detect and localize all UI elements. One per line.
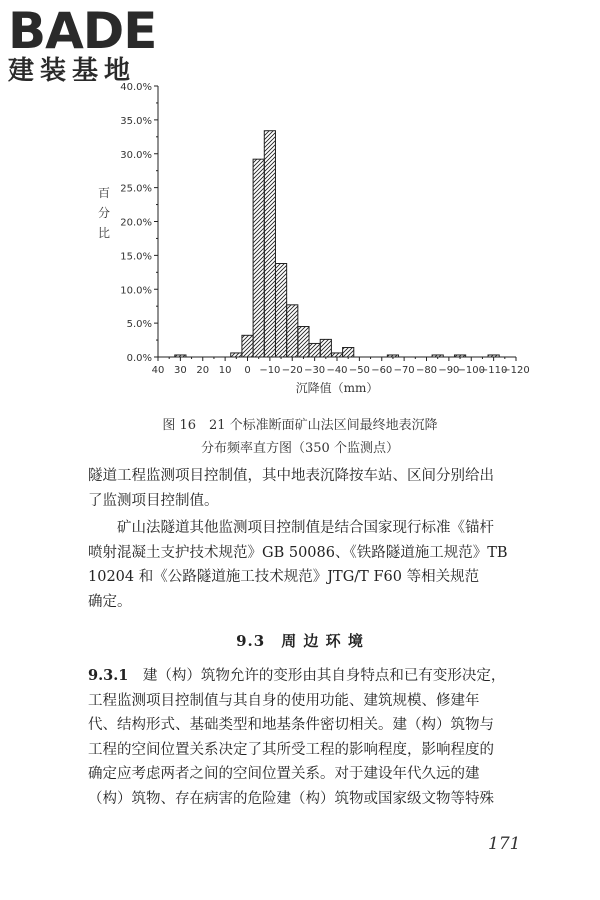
text-line: 隧道工程监测项目控制值，其中地表沉降按车站、区间分别给出 [88, 468, 494, 484]
x-tick-label: 20 [196, 365, 210, 376]
x-tick-label: −120 [502, 365, 530, 376]
page-number: 171 [488, 834, 521, 854]
x-tick-label: −20 [281, 365, 303, 376]
text-line: 确定应考虑两者之间的空间位置关系。对于建设年代久远的建 [88, 766, 480, 782]
clause-number: 9.3.1 [88, 667, 129, 684]
x-tick-label: −90 [438, 365, 460, 376]
histogram-bar [264, 131, 275, 357]
figure-caption-line-2: 分布频率直方图（350 个监测点） [201, 441, 399, 456]
histogram-bar [253, 159, 264, 357]
clause-text: 建（构）筑物允许的变形由其自身特点和已有变形决定， [128, 668, 506, 684]
y-tick-label: 5.0% [126, 319, 152, 331]
x-tick-label: −50 [348, 365, 370, 376]
y-tick-label: 25.0% [120, 183, 152, 195]
y-tick-label: 20.0% [120, 217, 152, 229]
x-tick-label: 10 [218, 365, 232, 376]
x-tick-label: −60 [371, 365, 393, 376]
histogram-bar [331, 353, 342, 357]
histogram-bar [287, 305, 298, 357]
text-line: 工程监测项目控制值与其自身的使用功能、建筑规模、修建年 [88, 692, 480, 709]
y-tick-label: 10.0% [120, 285, 152, 297]
figure-caption-line-1: 图 16 21 个标准断面矿山法区间最终地表沉降 [162, 418, 438, 433]
text-line: 代、结构形式、基础类型和地基条件密切相关。建（构）筑物与 [88, 717, 494, 733]
histogram-bar [275, 264, 286, 357]
x-tick-label: −30 [304, 365, 326, 376]
x-tick-label: −70 [393, 365, 415, 376]
y-tick-label: 35.0% [120, 115, 152, 127]
x-axis-label: 沉降值（mm） [295, 381, 379, 395]
text-line: 工程的空间位置关系决定了其所受工程的影响程度，影响程度的 [88, 741, 494, 758]
y-tick-label: 40.0% [120, 82, 152, 93]
section-heading: 9.3 周 边 环 境 [236, 632, 364, 650]
logo-wordmark: BADE [8, 2, 157, 60]
y-tick-label: 15.0% [120, 251, 152, 263]
text-line: 矿山法隧道其他监测项目控制值是结合国家现行标准《锚杆 [88, 520, 494, 536]
text-line: （构）筑物、存在病害的危险建（构）筑物或国家级文物等特殊 [88, 790, 494, 807]
x-tick-label: −40 [326, 365, 348, 376]
histogram-chart [0, 0, 600, 410]
text-line [88, 664, 543, 689]
histogram-bar [231, 353, 242, 357]
text-line: 确定。 [88, 593, 132, 610]
paragraph-2 [88, 516, 543, 614]
histogram-bar [242, 335, 253, 357]
paragraph-1 [88, 464, 543, 513]
x-tick-label: −10 [259, 365, 281, 376]
x-tick-label: −80 [415, 365, 438, 376]
logo-subtitle: 建装基地 [8, 56, 137, 86]
histogram-bar [298, 327, 309, 357]
y-tick-label: 30.0% [120, 149, 152, 161]
text-line: 10204 和《公路隧道施工技术规范》JTG/T F60 等相关规范 [88, 569, 480, 585]
text-line: 喷射混凝土支护技术规范》GB 50086、《铁路隧道施工规范》TB [88, 544, 508, 561]
histogram-bar [320, 339, 331, 357]
text-line: 了监测项目控制值。 [88, 492, 219, 509]
x-tick-label: 0 [244, 365, 251, 376]
histogram-bar [309, 343, 320, 357]
y-axis-label: 百分比 [97, 186, 111, 240]
x-tick-label: −100 [457, 365, 485, 376]
histogram-bar [343, 348, 354, 357]
paragraph-3 [88, 664, 543, 811]
x-tick-label: 30 [174, 365, 187, 376]
y-tick-label: 0.0% [126, 353, 152, 364]
x-tick-label: 40 [151, 365, 165, 376]
x-tick-label: −110 [479, 365, 508, 376]
